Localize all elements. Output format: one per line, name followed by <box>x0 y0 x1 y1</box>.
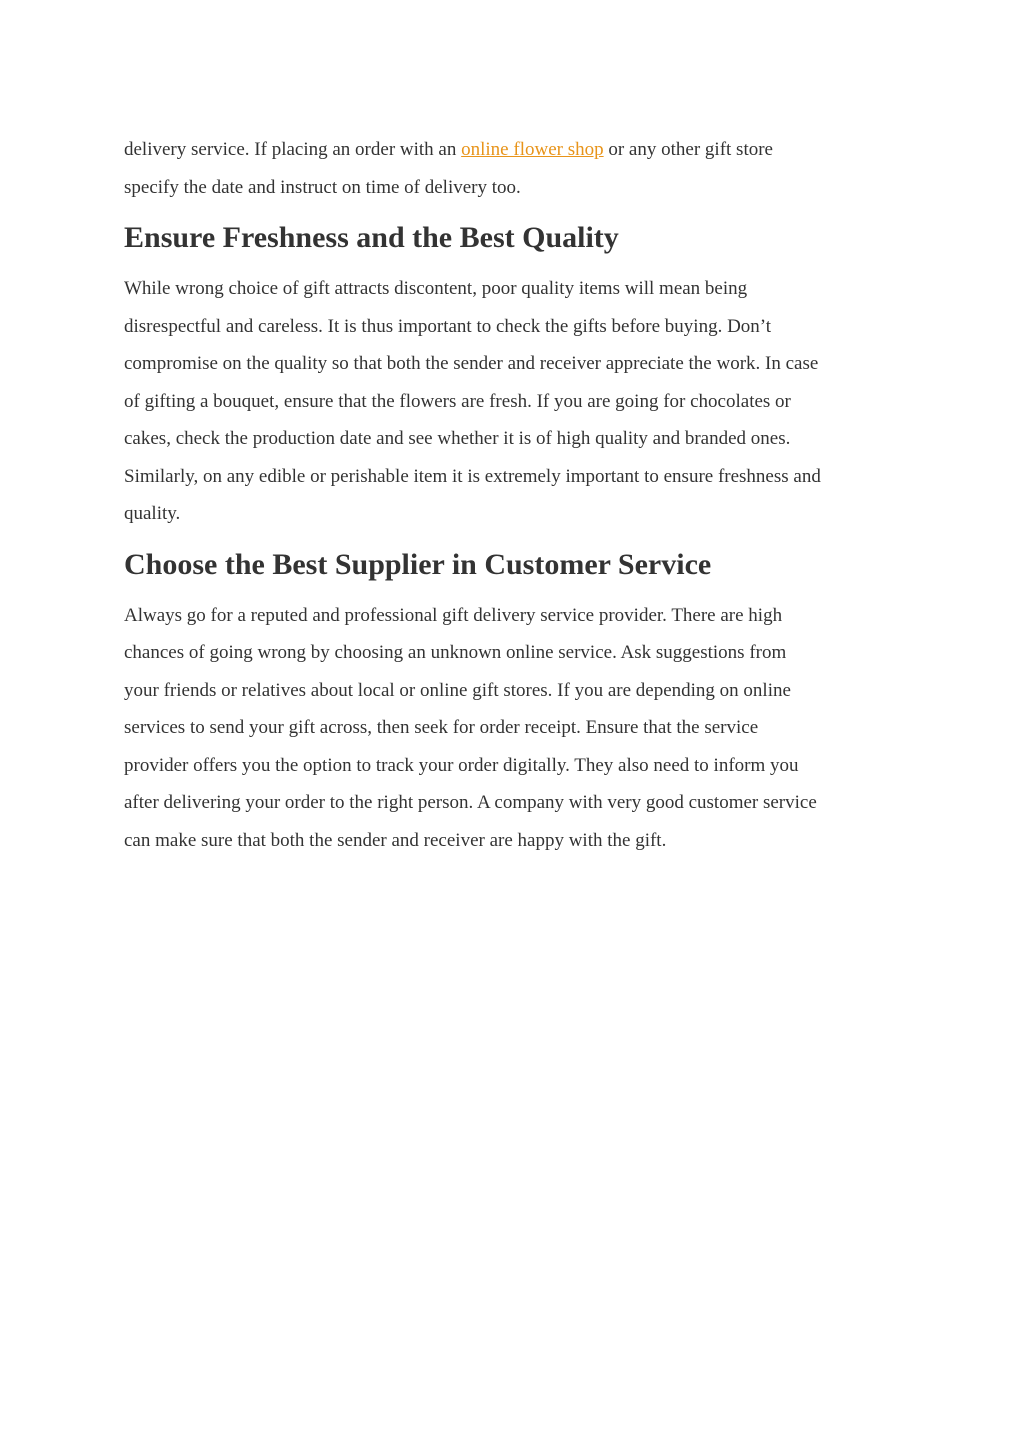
paragraph-line: disrespectful and careless. It is thus important to check the gifts before buying. Don’t <box>124 315 772 337</box>
paragraph-line: While wrong choice of gift attracts discontent, poor quality items will mean being <box>124 278 748 299</box>
paragraph-line: of gifting a bouquet, ensure that the flowers are fresh. If you are going for chocolates or <box>124 390 791 412</box>
paragraph-line: services to send your gift across, then seek for order receipt. Ensure that the service <box>124 717 759 738</box>
paragraph-line: quality. <box>124 503 181 524</box>
paragraph-line: cakes, check the production date and see whether it is of high quality and branded ones. <box>124 428 791 449</box>
document-content <box>124 131 914 859</box>
intro-text-before-link: delivery service. If placing an order with an <box>124 139 462 160</box>
section-heading-supplier: Choose the Best Supplier in Customer Service <box>124 547 712 581</box>
online-flower-shop-link[interactable]: online flower shop <box>461 139 604 160</box>
freshness-paragraph <box>124 270 914 533</box>
paragraph-line: chances of going wrong by choosing an unknown online service. Ask suggestions from <box>124 642 787 663</box>
paragraph-line: provider offers you the option to track your order digitally. They also need to inform you <box>124 754 799 776</box>
supplier-paragraph <box>124 597 914 860</box>
paragraph-line: can make sure that both the sender and receiver are happy with the gift. <box>124 829 667 851</box>
intro-line-2: specify the date and instruct on time of delivery too. <box>124 176 521 198</box>
section-heading-freshness: Ensure Freshness and the Best Quality <box>124 221 619 254</box>
paragraph-line: Always go for a reputed and professional gift delivery service provider. There are high <box>124 604 783 626</box>
intro-text-after-link: or any other gift store <box>603 139 773 160</box>
paragraph-line: Similarly, on any edible or perishable item it is extremely important to ensure freshness and <box>124 465 821 487</box>
paragraph-line: compromise on the quality so that both the sender and receiver appreciate the work. In case <box>124 353 819 374</box>
intro-paragraph <box>124 131 914 206</box>
paragraph-line: your friends or relatives about local or online gift stores. If you are depending on online <box>124 679 791 701</box>
paragraph-line: after delivering your order to the right person. A company with very good customer service <box>124 792 817 813</box>
intro-line-1 <box>124 131 914 169</box>
